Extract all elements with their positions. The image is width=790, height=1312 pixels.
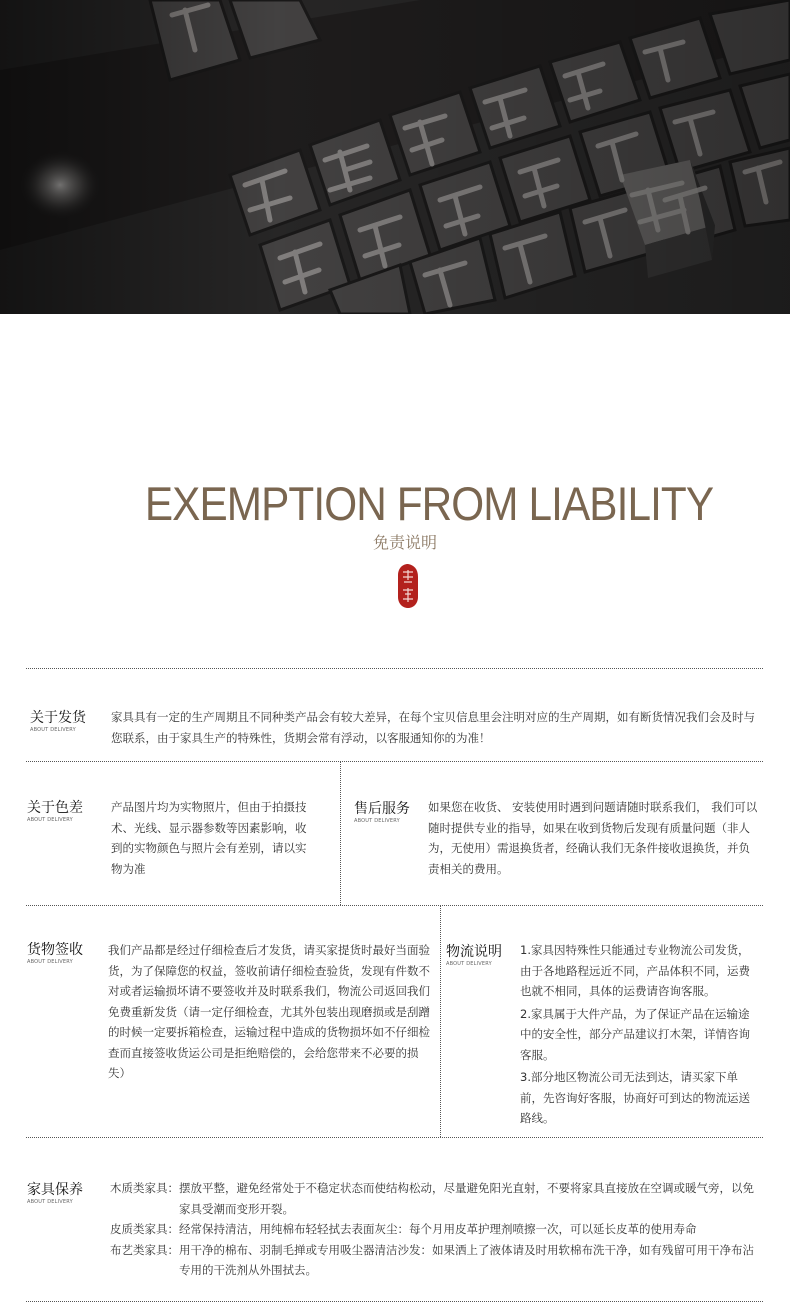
logistics-item: 3.部分地区物流公司无法到达，请买家下单前，先咨询好客服，协商好可到达的物流运送路线。 bbox=[520, 1070, 750, 1125]
divider-line bbox=[26, 905, 763, 906]
care-description: 经常保持清洁，用纯棉布轻轻拭去表面灰尘：每个月用皮革护理剂喷擦一次，可以延长皮革的使用寿命 bbox=[179, 1222, 697, 1236]
care-row-leather bbox=[110, 1219, 762, 1240]
divider-line bbox=[26, 1137, 763, 1138]
section-heading-care bbox=[27, 1182, 83, 1205]
section-subtitle: ABOUT DELIVERY bbox=[27, 817, 73, 823]
section-title: 货物签收 bbox=[27, 942, 83, 958]
section-heading-shipping bbox=[30, 710, 86, 733]
section-title: 售后服务 bbox=[354, 801, 410, 817]
divider-line bbox=[26, 668, 763, 669]
shipping-text bbox=[111, 707, 759, 748]
care-label: 皮质类家具： bbox=[110, 1222, 179, 1236]
divider-line bbox=[26, 761, 763, 762]
care-label: 木质类家具： bbox=[110, 1181, 179, 1195]
section-title: 关于色差 bbox=[27, 800, 83, 816]
care-text bbox=[110, 1178, 762, 1281]
care-description: 用干净的棉布、羽制毛掸或专用吸尘器清洁沙发：如果洒上了液体请及时用软棉布洗干净，如有残留可用干净布沾专用的干洗剂从外围拭去。 bbox=[179, 1242, 754, 1277]
logistics-item: 2.家具属于大件产品，为了保证产品在运输途中的安全性，部分产品建议打木架，详情咨询客服。 bbox=[520, 1006, 750, 1062]
hero-banner-image bbox=[0, 0, 790, 314]
section-title: 物流说明 bbox=[446, 944, 502, 960]
care-row-wood bbox=[110, 1178, 762, 1219]
section-subtitle: ABOUT DELIVERY bbox=[27, 1199, 73, 1205]
shipping-paragraph: 家具具有一定的生产周期且不同种类产品会有较大差异，在每个宝贝信息里会注明对应的生产周期，如有断货情况我们会及时与您联系，由于家具生产的特殊性，货期会常有浮动，以客服通知你的为准！ bbox=[111, 710, 755, 745]
after-sales-text bbox=[428, 797, 758, 879]
after-sales-paragraph: 如果您在收货、 安装使用时遇到问题请随时联系我们， 我们可以随时提供专业的指导，如果在收到货物后发现有质量问题（非人为，无使用）需退换货者，经确认我们无条件接收退换货，并负责相关的费用。 bbox=[428, 800, 758, 876]
section-heading-receipt bbox=[27, 942, 83, 965]
divider-line bbox=[26, 1301, 763, 1302]
care-description: 摆放平整，避免经常处于不稳定状态而使结构松动，尽量避免阳光直射，不要将家具直接放在空调或暖气旁，以免家具受潮而变形开裂。 bbox=[179, 1181, 754, 1216]
receipt-paragraph: 我们产品都是经过仔细检查后才发货，请买家提货时最好当面验货，为了保障您的权益，签收前请仔细检查验货，发现有件数不对或者运输损坏请不要签收并及时联系我们，物流公司返回我们免费重新发货（请一定仔细检查，尤其外包装出现磨损或是刮蹭的时候一定要拆箱检查，运输过程中造成的货物损坏如不仔细检查而直接签收货运公司是拒绝赔偿的，会给您带来不必要的损失） bbox=[108, 943, 430, 1080]
page-title-chinese: 免责说明 bbox=[372, 533, 437, 552]
section-subtitle: ABOUT DELIVERY bbox=[27, 959, 73, 965]
red-seal-icon bbox=[396, 563, 420, 609]
section-subtitle: ABOUT DELIVERY bbox=[446, 961, 492, 967]
care-label: 布艺类家具： bbox=[110, 1242, 179, 1257]
receipt-text bbox=[108, 940, 433, 1084]
section-subtitle: ABOUT DELIVERY bbox=[354, 818, 400, 824]
section-title: 关于发货 bbox=[30, 710, 86, 726]
moveable-type-illustration bbox=[0, 0, 790, 314]
logistics-item: 1.家具因特殊性只能通过专业物流公司发货，由于各地路程远近不同，产品体积不同，运费也就不相同，具体的运费请咨询客服。 bbox=[520, 943, 750, 998]
section-title: 家具保养 bbox=[27, 1182, 83, 1198]
care-row-fabric bbox=[110, 1240, 762, 1281]
color-paragraph: 产品图片均为实物照片，但由于拍摄技术、光线、显示器参数等因素影响，收到的实物颜色与照片会有差别，请以实物为准 bbox=[111, 800, 307, 876]
section-heading-after-sales bbox=[354, 801, 410, 824]
section-subtitle: ABOUT DELIVERY bbox=[30, 727, 76, 733]
section-heading-color bbox=[27, 800, 83, 823]
logistics-text bbox=[520, 940, 760, 1131]
section-heading-logistics bbox=[446, 944, 502, 967]
color-text bbox=[111, 797, 311, 879]
column-divider bbox=[340, 761, 341, 905]
column-divider bbox=[440, 905, 441, 1137]
page-title-english: EXEMPTION FROM LIABILITY bbox=[144, 477, 714, 530]
